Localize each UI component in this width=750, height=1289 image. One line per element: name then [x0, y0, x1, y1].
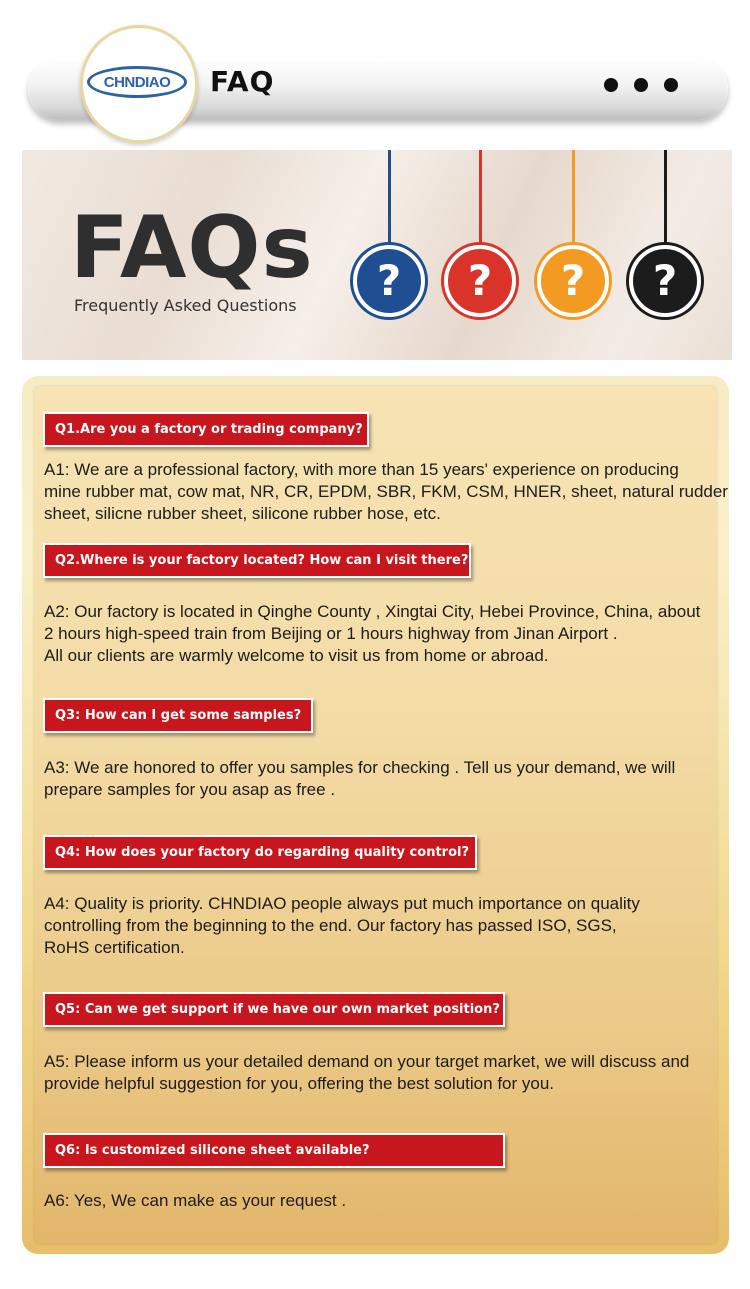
- question-mark-icon: ?: [353, 245, 425, 317]
- logo-badge: [87, 66, 187, 98]
- question-mark-icon: ?: [444, 245, 516, 317]
- banner-title: FAQs: [70, 198, 314, 298]
- logo-text: CHNDIAO: [103, 73, 171, 91]
- answer-text: A6: Yes, We can make as your request .: [44, 1191, 347, 1210]
- answer-text: A5: Please inform us your detailed demand on your target market, we will discuss and provide helpful suggestion for you, offering the best solution for you.: [44, 1052, 690, 1093]
- hanging-string: [479, 150, 482, 245]
- more-dots-icon[interactable]: [634, 78, 648, 92]
- answer-text: A1: We are a professional factory, with more than 15 years' experience on producing mine rubber mat, cow mat, NR, CR, EPDM, SBR, FKM, CSM, HNER, sheet, natural rudder sheet, silicne rubber sheet, silicone rubber hose, etc.: [44, 460, 728, 523]
- question-label: Q5: Can we get support if we have our own market position?: [43, 992, 505, 1027]
- answer-text: A2: Our factory is located in Qinghe County , Xingtai City, Hebei Province, China, about 2 hours high-speed train from Beijing or 1 hours highway from Jinan Airport . All our clients are warmly welcome to visit us from home or abroad.: [44, 602, 701, 665]
- faq-banner: [22, 150, 732, 360]
- banner-subtitle: Frequently Asked Questions: [74, 296, 297, 315]
- answer-text: A3: We are honored to offer you samples for checking . Tell us your demand, we will prepare samples for you asap as free .: [44, 758, 676, 799]
- question-mark-icon: ?: [629, 245, 701, 317]
- hanging-string: [572, 150, 575, 245]
- question-label: Q1.Are you a factory or trading company?: [43, 412, 369, 447]
- hanging-string: [388, 150, 391, 245]
- question-label: Q6: Is customized silicone sheet available?: [43, 1133, 505, 1168]
- question-label: Q2.Where is your factory located? How can I visit there?: [43, 543, 471, 578]
- page-title: FAQ: [210, 65, 275, 98]
- hanging-string: [664, 150, 667, 245]
- question-label: Q4: How does your factory do regarding quality control?: [43, 835, 477, 870]
- question-label: Q3: How can I get some samples?: [43, 698, 313, 733]
- more-dots-icon[interactable]: [664, 78, 678, 92]
- question-mark-icon: ?: [537, 245, 609, 317]
- answer-text: A4: Quality is priority. CHNDIAO people always put much importance on quality controlling from the beginning to the end. Our factory has passed ISO, SGS, RoHS certification.: [44, 894, 640, 957]
- more-dots-icon[interactable]: [604, 78, 618, 92]
- chndiao-logo[interactable]: [80, 25, 198, 143]
